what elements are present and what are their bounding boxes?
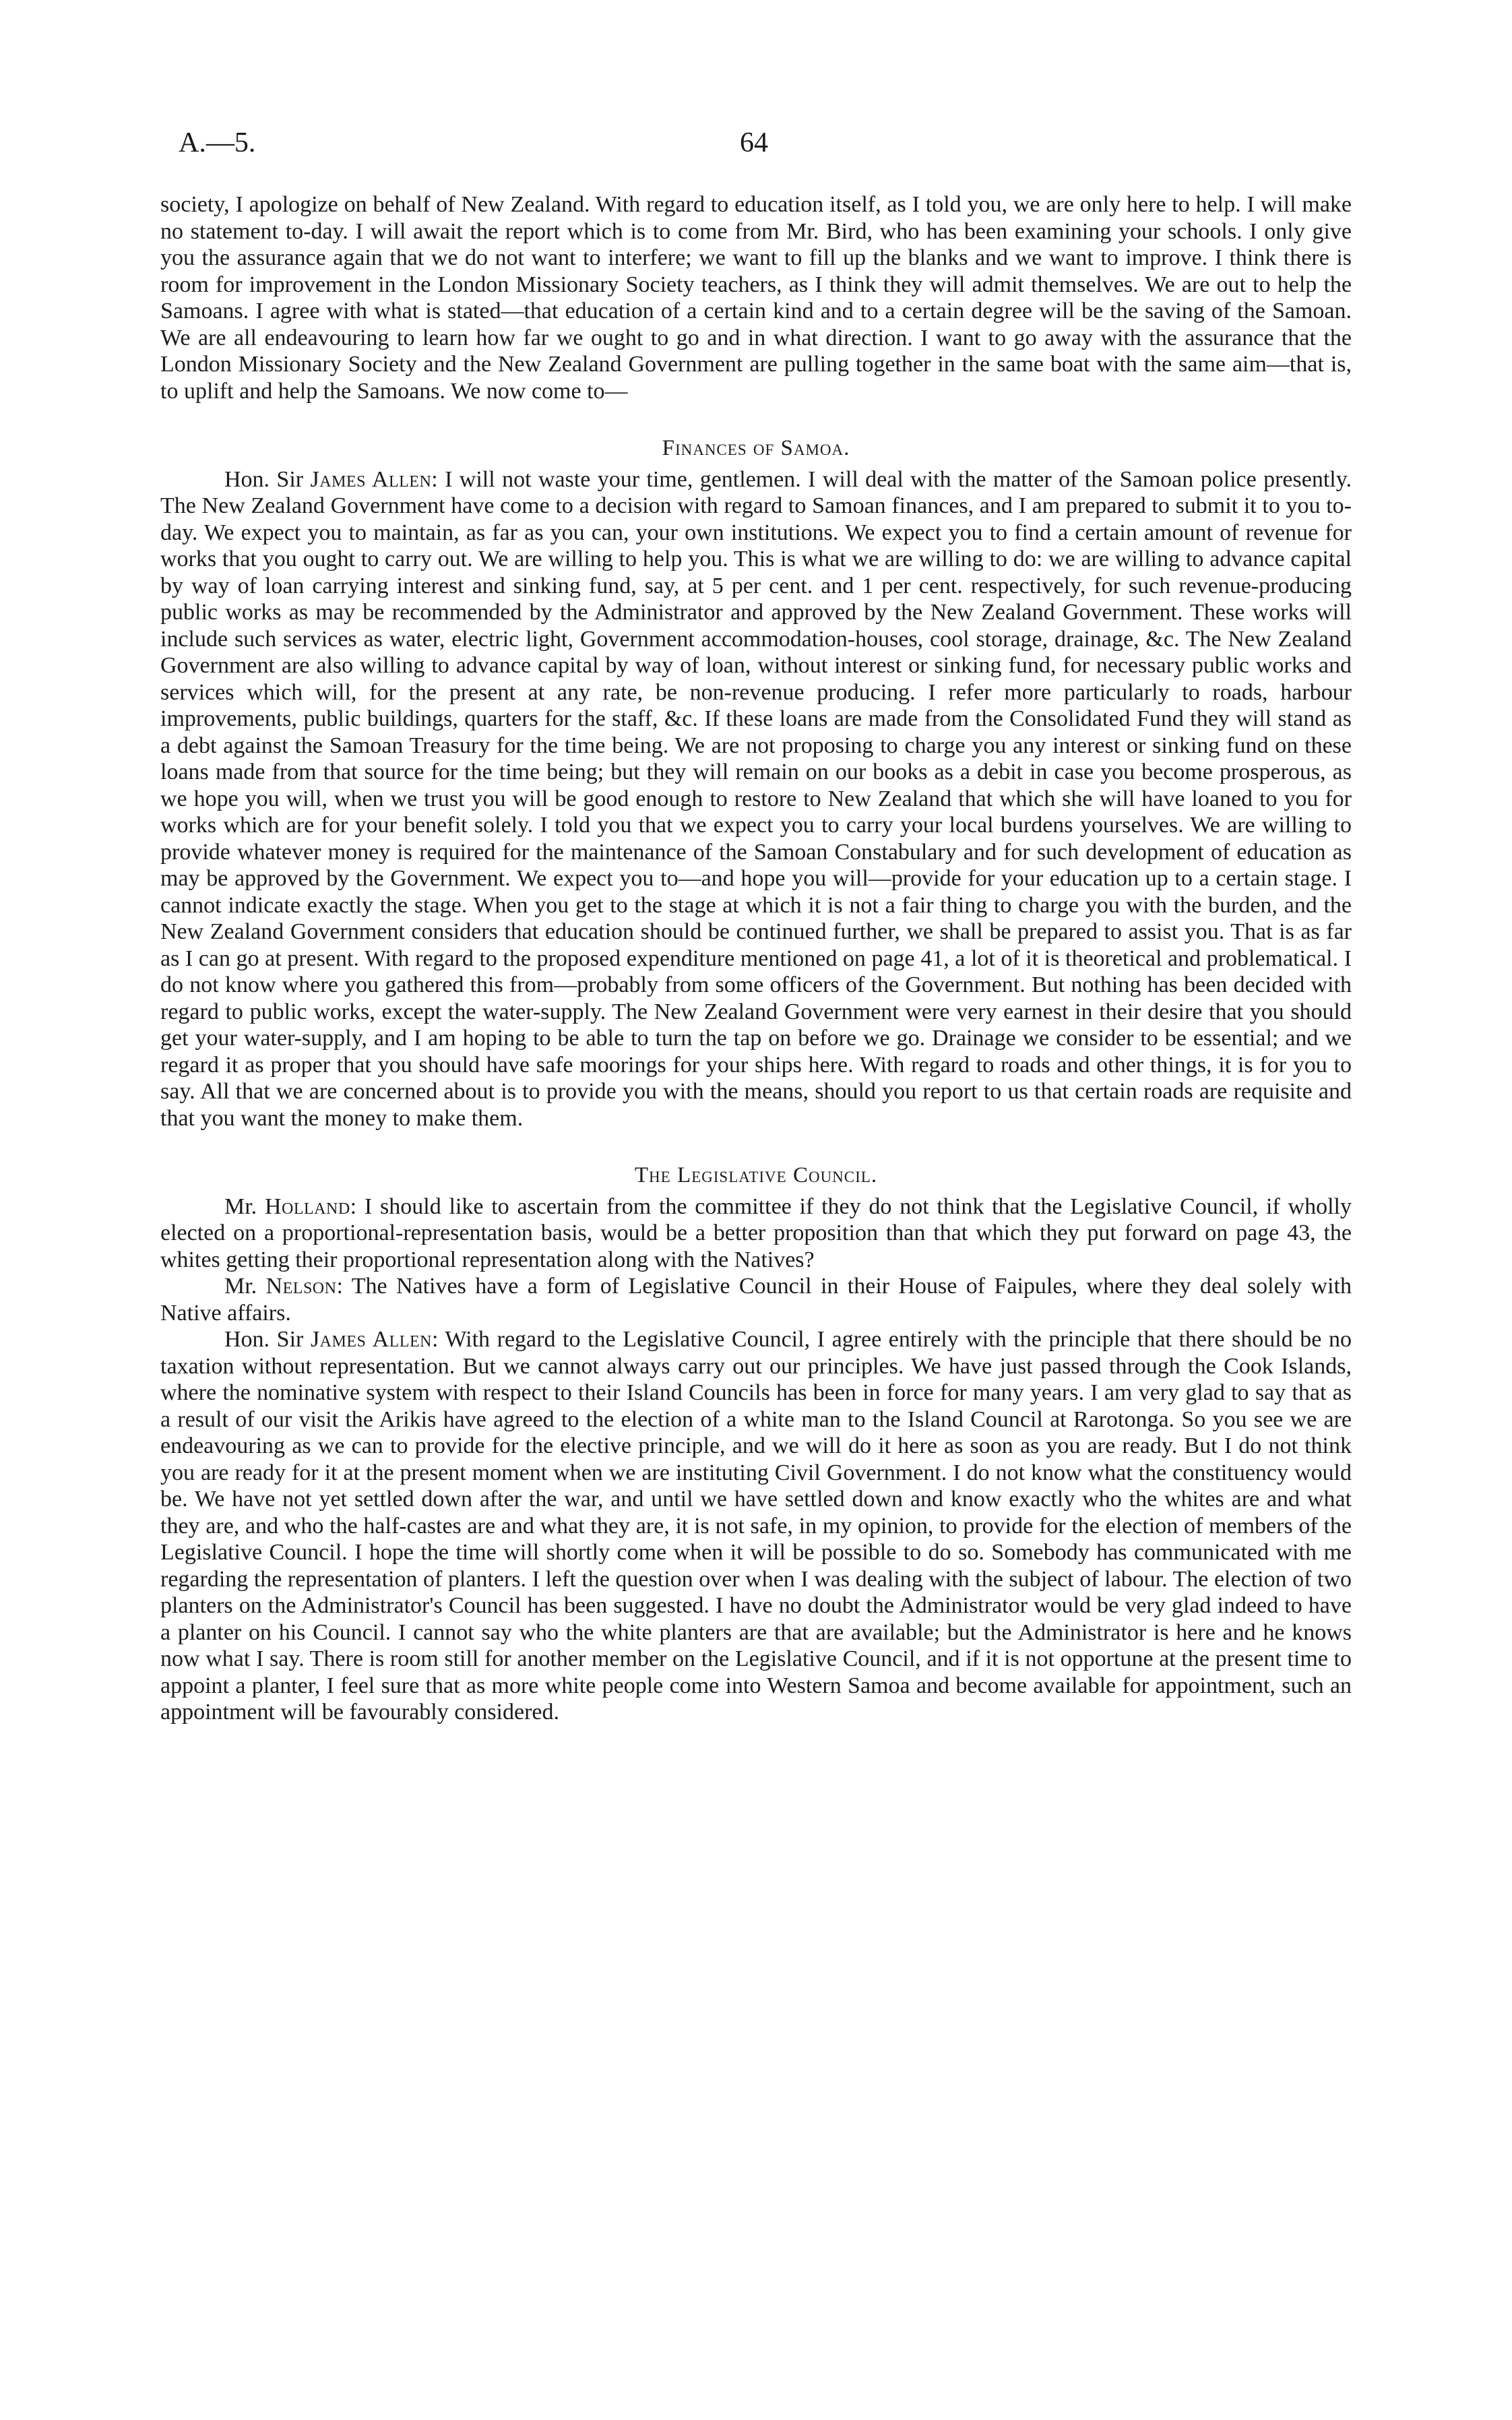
speaker-prefix: Hon. Sir [224, 466, 311, 492]
running-head [0, 127, 1512, 174]
document-number: A.—5. [179, 127, 256, 158]
speech-text: With regard to the Legislative Council, I agree entirely with the principle that there should be no taxation without representation. But we cannot always carry out our principles. We have just passed through the Cook Islands, where the nominative system with respect to their Island Councils has been in force for many years. I am very glad to say that as a result of our visit the Arikis have agreed to the election of a white man to the Island Council at Rarotonga. So you see we are endeavouring as we can to provide for the elective principle, and we will do it here as soon as you are ready. But I do not think you are ready for it at the present moment when we are instituting Civil Government. I do not know what the constituency would be. We have not yet settled down after the war, and until we have settled down and know exactly who the whites are and what they are, and who the half-castes are and what they are, it is not safe, in my opinion, to provide for the election of members of the Legislative Council. I hope the time will shortly come when it will be possible to do so. Somebody has communicated with me regarding the representation of planters. I left the question over when I was dealing with the subject of labour. The election of two planters on the Administrator's Council has been suggested. I have no doubt the Administrator would be very glad indeed to have a planter on his Council. I cannot say who the white planters are that are available; but the Administrator is here and he knows now what I say. There is room still for another member on the Legislative Council, and if it is not opportune at the present time to appoint a planter, I feel sure that as more white people come into Western Samoa and become available for appointment, such an appointment will be favourably considered. [160, 1327, 1352, 1725]
speaker-prefix: Mr. [224, 1193, 265, 1219]
finances-heading: Finances of Samoa. [662, 436, 850, 460]
allen-legislative-paragraph [160, 1326, 1352, 1726]
page-number: 64 [740, 127, 768, 158]
speaker-name: James Allen [310, 466, 432, 492]
opening-text: society, I apologize on behalf of New Zealand. With regard to education itself, as I told you, we are only here to help. I will make no statement to-day. I will await the report which is to come from Mr. Bird, who has been examining your schools. I only give you the assurance again that we do not want to interfere; we want to fill up the blanks and we want to improve. I think there is room for improvement in the London Missionary Society teachers, as I think they will admit themselves. We are out to help the Samoans. I agree with what is stated—that education of a certain kind and to a certain degree will be the saving of the Samoan. We are all endeavouring to learn how far we ought to go and in what direction. I want to go away with the assurance that the London Missionary Society and the New Zealand Government are pulling together in the same boat with the same aim—that is, to uplift and help the Samoans. We now come to— [160, 192, 1352, 404]
speaker-colon: : [350, 1193, 365, 1219]
speaker-prefix: Hon. Sir [224, 1327, 311, 1352]
allen-finances-paragraph [160, 466, 1352, 1132]
speaker-name: Nelson [265, 1274, 337, 1299]
speech-text: The Natives have a form of Legislative Council in their House of Faipules, where they deal solely with Native affairs. [160, 1274, 1352, 1326]
speaker-colon: : [431, 1327, 445, 1352]
speaker-name: James Allen [310, 1327, 432, 1352]
holland-paragraph [160, 1193, 1352, 1274]
speaker-name: Holland [264, 1193, 350, 1219]
speaker-colon: : [336, 1274, 352, 1299]
speech-text: I should like to ascertain from the committee if they do not think that the Legislative Council, if wholly elected on a proportional-representation basis, would be a better proposition than that which they put forward on page 43, the whites getting their proportional representation along with the Natives? [160, 1193, 1352, 1272]
speech-text: I will not waste your time, gentlemen. I will deal with the matter of the Samoan police presently. The New Zealand Government have come to a decision with regard to Samoan finances, and I am prepared to submit it to you to-day. We expect you to maintain, as far as you can, your own institutions. We expect you to find a certain amount of revenue for works that you ought to carry out. We are willing to help you. This is what we are willing to do: we are willing to advance capital by way of loan carrying interest and sinking fund, say, at 5 per cent. and 1 per cent. respectively, for such revenue-producing public works as may be recommended by the Administrator and approved by the New Zealand Government. These works will include such services as water, electric light, Government accommodation-houses, cool storage, drainage, &c. The New Zealand Government are also willing to advance capital by way of loan, without interest or sinking fund, for necessary public works and services which will, for the present at any rate, be non-revenue producing. I refer more particularly to roads, harbour improvements, public buildings, quarters for the staff, &c. If these loans are made from the Consolidated Fund they will stand as a debt against the Samoan Treasury for the time being. We are not proposing to charge you any interest or sinking fund on these loans made from that source for the time being; but they will remain on our books as a debit in case you become prosperous, as we hope you will, when we trust you will be good enough to restore to New Zealand that which she will have loaned to you for works which are for your benefit solely. I told you that we expect you to carry your local burdens yourselves. We are willing to provide whatever money is required for the maintenance of the Samoan Constabulary and for such development of education as may be approved by the Government. We expect you to—and hope you will—provide for your education up to a certain stage. I cannot indicate exactly the stage. When you get to the stage at which it is not a fair thing to charge you with the burden, and the New Zealand Government considers that education should be continued further, we shall be prepared to assist you. That is as far as I can go at present. With regard to the proposed expenditure mentioned on page 41, a lot of it is theoretical and problematical. I do not know where you gathered this from—probably from some officers of the Government. But nothing has been decided with regard to public works, except the water-supply. The New Zealand Government were very earnest in their desire that you should get your water-supply, and I am hoping to be able to turn the tap on before we go. Drainage we consider to be essential; and we regard it as proper that you should have safe moorings for your ships here. With regard to roads and other things, it is for you to say. All that we are concerned about is to provide you with the means, should you report to us that certain roads are requisite and that you want the money to make them. [160, 466, 1352, 1131]
speaker-colon: : [431, 466, 445, 492]
legislative-council-heading: The Legislative Council. [634, 1163, 878, 1187]
opening-paragraph [160, 191, 1352, 404]
speaker-prefix: Mr. [224, 1274, 266, 1299]
nelson-paragraph [160, 1273, 1352, 1326]
body-text [160, 191, 1352, 1726]
